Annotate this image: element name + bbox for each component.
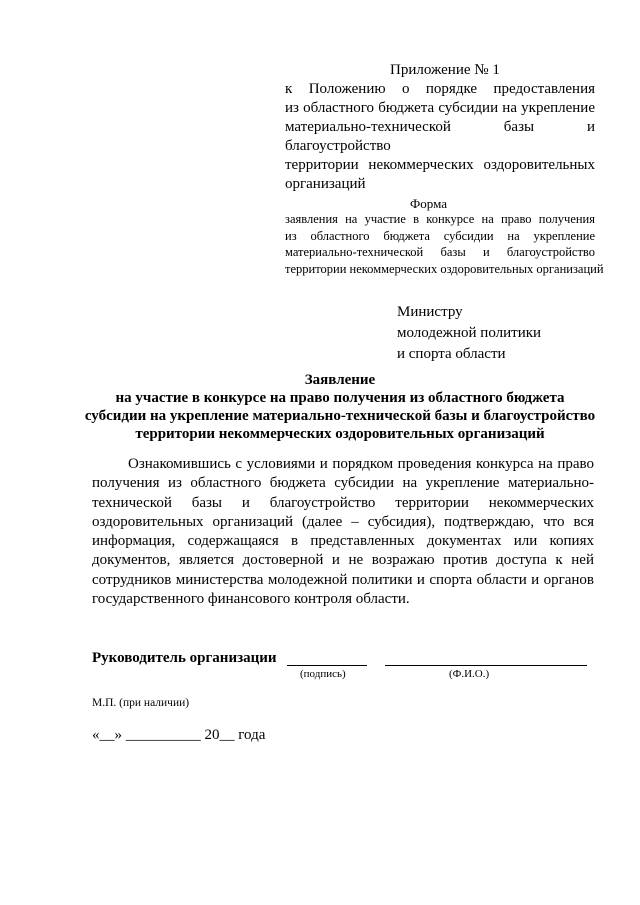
signature-caption: (подпись) bbox=[300, 668, 346, 680]
statement-line: государственного финансового контроля области. bbox=[92, 591, 410, 608]
addressee-line: молодежной политики bbox=[397, 325, 542, 341]
statement-line: получения из областного бюджета субсидии на укрепление материально- bbox=[92, 475, 594, 492]
form-line: заявления на участие в конкурсе на право получения bbox=[285, 212, 595, 226]
document-title: Заявление bbox=[304, 372, 376, 388]
form-line: материально-технической базы и благоустройство bbox=[285, 245, 595, 259]
stamp-note: М.П. (при наличии) bbox=[92, 697, 190, 709]
title-line: на участие в конкурсе на право получения из областного бюджета bbox=[115, 390, 565, 406]
appendix-line: территории некоммерческих оздоровительных bbox=[285, 157, 595, 173]
statement-line: оздоровительных организаций (далее – субсидия), подтверждаю, что вся bbox=[92, 513, 594, 530]
title-line: субсидии на укрепление материально-технической базы и благоустройство bbox=[84, 408, 596, 424]
signature-label: Руководитель организации bbox=[92, 650, 277, 666]
addressee bbox=[397, 302, 541, 365]
statement-paragraph bbox=[92, 455, 594, 609]
appendix-title: Приложение № 1 bbox=[390, 62, 500, 78]
appendix-line: к Положению о порядке предоставления bbox=[285, 81, 595, 97]
statement-line: документов, является достоверной и не возражаю против доступа к ней bbox=[92, 552, 594, 569]
name-line bbox=[385, 665, 587, 666]
form-label: Форма bbox=[410, 196, 447, 211]
statement-line: Ознакомившись с условиями и порядком проведения конкурса на право bbox=[128, 456, 594, 472]
form-description bbox=[285, 211, 604, 277]
addressee-line: Министру bbox=[397, 304, 463, 320]
title-line: территории некоммерческих оздоровительных организаций bbox=[135, 426, 545, 442]
statement-line: сотрудников министерства молодежной политики и спорта области и органов bbox=[92, 571, 594, 588]
name-caption: (Ф.И.О.) bbox=[449, 668, 490, 680]
signature-line bbox=[287, 665, 367, 666]
date-line: «__» __________ 20__ года bbox=[92, 727, 266, 743]
appendix-reference bbox=[285, 80, 595, 194]
appendix-line: материально-технической базы и благоустройство bbox=[285, 119, 595, 154]
statement-line: технической базы и благоустройство территории некоммерческих bbox=[92, 494, 594, 511]
appendix-line: из областного бюджета субсидии на укрепление bbox=[285, 100, 595, 116]
form-line: из областного бюджета субсидии на укрепление bbox=[285, 228, 595, 243]
addressee-line: и спорта области bbox=[397, 346, 506, 362]
statement-line: информация, содержащаяся в представленных документах или копиях bbox=[92, 533, 594, 550]
form-line: территории некоммерческих оздоровительных организаций bbox=[285, 261, 604, 276]
appendix-line: организаций bbox=[285, 176, 366, 192]
